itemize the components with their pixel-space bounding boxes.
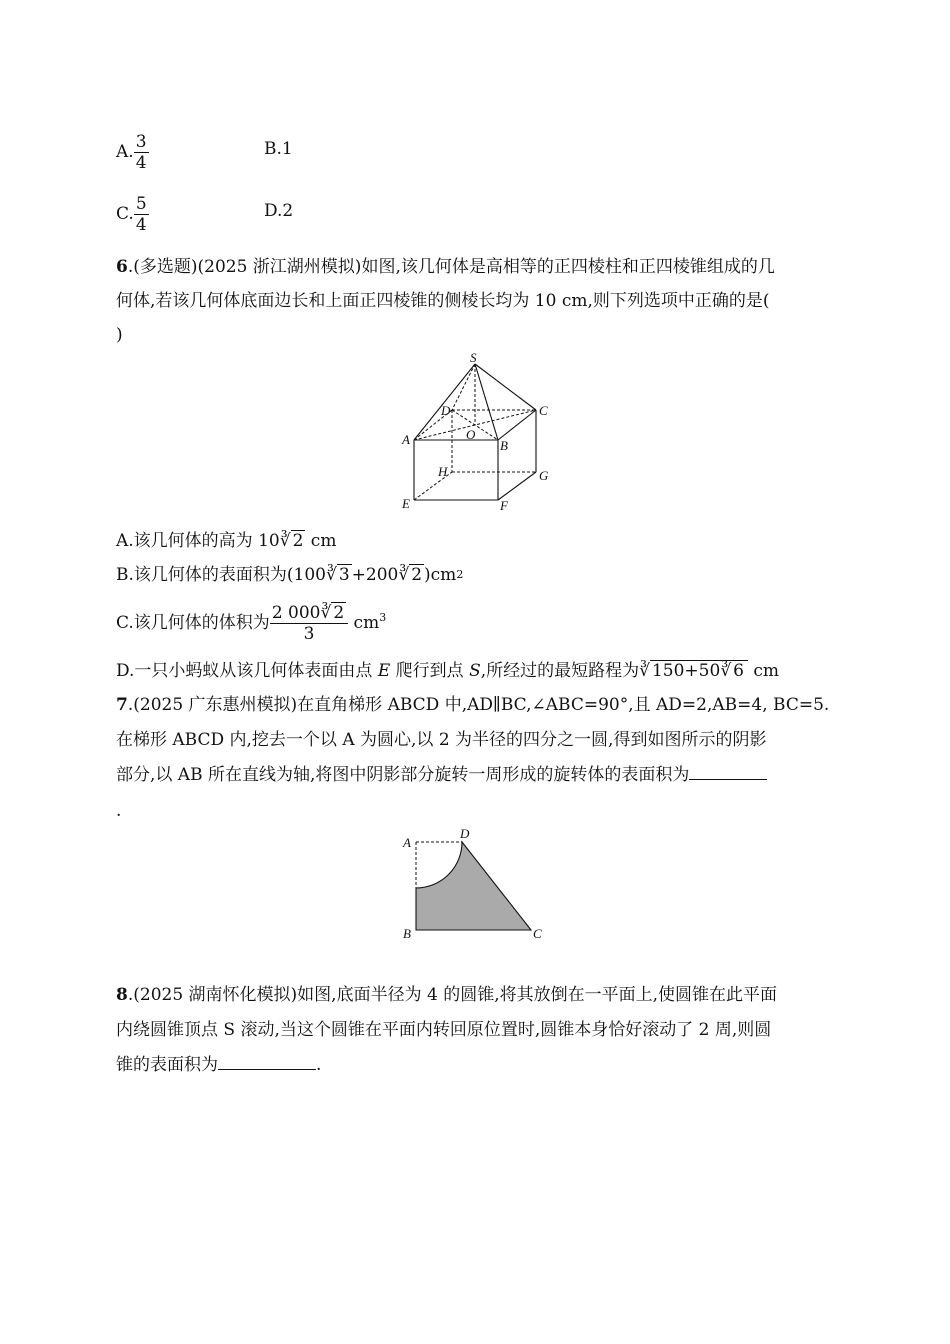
q7-label-d: D bbox=[460, 826, 470, 841]
q5-option-c: C. $\frac{5}{4}$ bbox=[116, 194, 147, 235]
q6-option-d: D.一只小蚂蚁从该几何体表面由点 E 爬行到点 S,所经过的最短路程为∛ 150+50∛ 6 cm bbox=[116, 661, 780, 681]
q8-number: 8 bbox=[116, 985, 128, 1005]
q6-label-s: S bbox=[470, 350, 477, 365]
q6-label-o: O bbox=[466, 427, 476, 442]
q6-label-a: A bbox=[402, 432, 410, 447]
q8-stem-line-3: 锥的表面积为 . bbox=[116, 1055, 322, 1075]
q7-shaded-region bbox=[416, 842, 531, 930]
q5-option-d: D.2 bbox=[264, 201, 294, 221]
q6-label-f: F bbox=[500, 498, 508, 513]
q7-label-a: A bbox=[403, 835, 411, 850]
q7-answer-blank[interactable] bbox=[689, 779, 767, 780]
q6-label-d: D bbox=[441, 403, 451, 418]
q6-number: 6 bbox=[116, 257, 128, 277]
q5-option-a: A. $\frac{3}{4}$ bbox=[116, 132, 147, 173]
q5-option-c-fraction: $\frac{5}{4}$ bbox=[135, 194, 147, 235]
q6-label-e: E bbox=[402, 496, 410, 511]
q8-stem-line-1: 8.(2025 湖南怀化模拟)如图,底面半径为 4 的圆锥,将其放倒在一平面上,使圆锥在此平面 bbox=[116, 985, 778, 1005]
q8-answer-blank[interactable] bbox=[218, 1069, 316, 1070]
q7-stem-line-3: 部分,以 AB 所在直线为轴,将图中阴影部分旋转一周形成的旋转体的表面积为 bbox=[116, 760, 767, 790]
q5-option-b: B.1 bbox=[264, 139, 293, 159]
q7-label-b: B bbox=[403, 926, 411, 941]
q6-label-c: C bbox=[539, 403, 548, 418]
q6-option-a: A.该几何体的高为 10∛ 2 cm bbox=[116, 531, 337, 551]
q6-option-c: C.该几何体的体积为 $\frac{2 000∛ 2}{3}$ $cm^3$ bbox=[116, 603, 387, 644]
q7-stem-line-2: 在梯形 ABCD 内,挖去一个以 A 为圆心,以 2 为半径的四分之一圆,得到如图所示的阴影 bbox=[116, 730, 767, 750]
q6-stem-line-1: 6.(多选题)(2025 浙江湖州模拟)如图,该几何体是高相等的正四棱柱和正四棱锥组成的几 bbox=[116, 257, 775, 277]
q6-stem-line-3: ) bbox=[116, 325, 123, 345]
q7-stem-line-4: . bbox=[116, 801, 122, 821]
q7-label-c: C bbox=[533, 926, 542, 941]
q5-option-a-fraction: $\frac{3}{4}$ bbox=[135, 132, 147, 173]
q6-option-c-fraction: $\frac{2 000∛ 2}{3}$ bbox=[270, 603, 348, 644]
q6-option-b: B.该几何体的表面积为(100∛ 3 +200∛ 2 )$cm^2$ bbox=[116, 565, 464, 585]
q7-number: 7 bbox=[116, 695, 128, 715]
q6-label-b: B bbox=[500, 438, 508, 453]
q8-stem-line-2: 内绕圆锥顶点 S 滚动,当这个圆锥在平面内转回原位置时,圆锥本身恰好滚动了 2 周,则圆 bbox=[116, 1020, 772, 1040]
q6-label-h: H bbox=[438, 464, 448, 479]
q7-figure-trapezoid bbox=[398, 824, 548, 944]
q7-stem-line-1: 7.(2025 广东惠州模拟)在直角梯形 ABCD 中,AD∥BC,∠ABC=90°,且 AD=2,AB=4, BC=5. bbox=[116, 695, 830, 715]
q6-label-g: G bbox=[539, 468, 549, 483]
q6-figure-prism-pyramid bbox=[396, 346, 556, 516]
q6-stem-line-2: 何体,若该几何体底面边长和上面正四棱锥的侧棱长均为 10 cm,则下列选项中正确的是( bbox=[116, 291, 770, 311]
